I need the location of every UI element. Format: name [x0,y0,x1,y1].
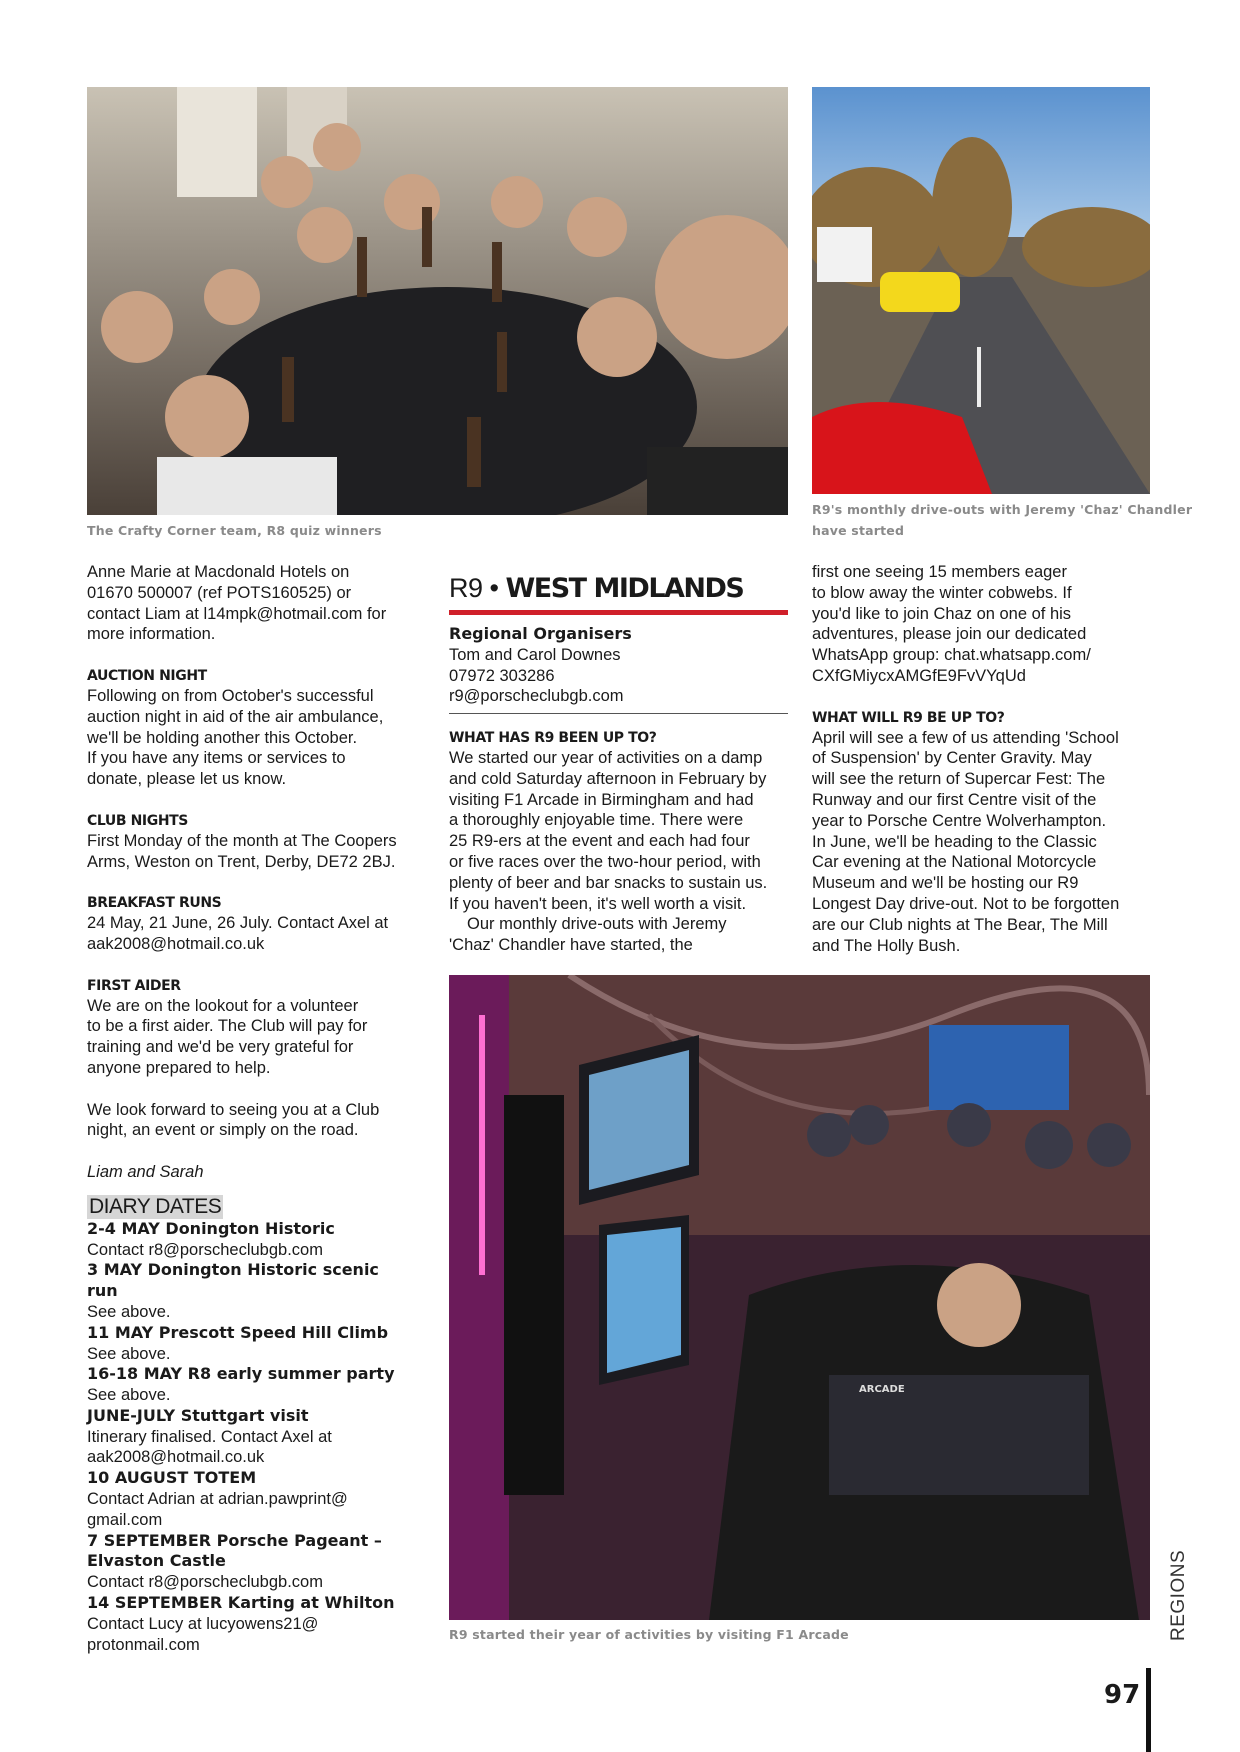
regions-side-label: REGIONS [1168,1549,1189,1641]
diary-event: 2-4 MAY Donington Historic [87,1218,335,1238]
intro-line: more information. [87,625,216,644]
diary-event: 7 SEPTEMBER Porsche Pageant – [87,1530,382,1550]
organisers-label: Regional Organisers [449,624,632,643]
diary-detail: Contact Adrian at adrian.pawprint@ [87,1490,348,1509]
whatwill-line: will see the return of Supercar Fest: The [812,770,1106,789]
quiz-team-photo [87,87,788,515]
whatwill-line: Museum and we'll be hosting our R9 [812,874,1079,893]
diary-detail: Contact Lucy at lucyowens21@ [87,1614,319,1633]
aider-line: to be a first aider. The Club will pay for [87,1017,368,1036]
right-cont-line: CXfGMiycxAMGfE9FvVYqUd [812,666,1026,685]
intro-line: 01670 500007 (ref POTS160525) or [87,583,352,602]
whatwill-line: are our Club nights at The Bear, The Mill [812,915,1108,934]
aider-line: training and we'd be very grateful for [87,1038,354,1057]
section-bullet: • [489,573,499,603]
whathas-line: We started our year of activities on a damp [449,749,763,767]
road-porsche-icon [812,87,1150,494]
page-number: 97 [1104,1680,1141,1710]
organisers-phone: 07972 303286 [449,666,555,685]
diary-detail: See above. [87,1302,171,1321]
auction-line: Following on from October's successful [87,686,374,705]
diary-detail: See above. [87,1344,171,1363]
f1-arcade-photo [449,975,1150,1620]
right-cont-line: you'd like to join Chaz on one of his [812,604,1072,623]
whatwill-line: Runway and our first Centre visit of the [812,790,1097,809]
whatwill-line: Car evening at the National Motorcycle [812,853,1097,872]
whathas-line: plenty of beer and bar snacks to sustain us. [449,873,768,892]
group-selfie-icon [87,87,788,515]
whatwill-line: and The Holly Bush. [812,936,961,955]
right-column [812,562,1157,956]
drive-photo-caption-line2: have started [812,523,905,538]
diary-event: 14 SEPTEMBER Karting at Whilton [87,1593,395,1613]
what-will-heading: WHAT WILL R9 BE UP TO? [812,709,1005,726]
whathas-line: 25 R9-ers at the event and each had four [449,832,750,851]
diary-list [87,1219,407,1656]
diary-dates-title: DIARY DATES [89,1194,222,1218]
section-name: WEST MIDLANDS [505,573,744,604]
breakfast-line: aak2008@hotmail.co.uk [87,934,265,953]
right-cont-line: WhatsApp group: chat.whatsapp.com/ [812,646,1091,665]
closing-line: night, an event or simply on the road. [87,1121,359,1140]
right-cont-line: first one seeing 15 members eager [812,563,1067,581]
aider-line: anyone prepared to help. [87,1058,271,1077]
arcade-sign-text: ARCADE [859,1384,905,1395]
aider-line: We are on the lookout for a volunteer [87,996,359,1015]
whatwill-line: of Suspension' by Center Gravity. May [812,749,1092,768]
arcade-photo-caption: R9 started their year of activities by visiting F1 Arcade [449,1627,849,1642]
diary-event: 3 MAY Donington Historic scenic run [87,1260,379,1301]
middle-column-body [449,728,794,956]
auction-line: we'll be holding another this October. [87,728,358,747]
section-code: R9 [449,573,483,603]
auction-line: auction night in aid of the air ambulance, [87,707,384,726]
first-aider-heading: FIRST AIDER [87,977,181,994]
closing-line: We look forward to seeing you at a Club [87,1100,380,1119]
diary-detail: Itinerary finalised. Contact Axel at [87,1427,332,1446]
diary-event: 16-18 MAY R8 early summer party [87,1364,395,1384]
diary-detail: Contact r8@porscheclubgb.com [87,1240,323,1259]
signoff: Liam and Sarah [87,1162,204,1181]
auction-line: If you have any items or services to [87,749,346,768]
right-cont-line: to blow away the winter cobwebs. If [812,583,1072,602]
left-column [87,562,407,1655]
organisers-email: r9@porscheclubgb.com [449,687,624,706]
organisers-names: Tom and Carol Downes [449,645,621,664]
diary-detail: Contact r8@porscheclubgb.com [87,1573,323,1592]
organisers-divider [449,713,788,714]
whathas-line: and cold Saturday afternoon in February by [449,769,767,788]
diary-event: 10 AUGUST TOTEM [87,1468,257,1488]
auction-heading: AUCTION NIGHT [87,667,207,684]
diary-detail: protonmail.com [87,1635,200,1654]
whatwill-line: year to Porsche Centre Wolverhampton. [812,811,1107,830]
page-number-bar [1146,1668,1151,1752]
quiz-photo-caption: The Crafty Corner team, R8 quiz winners [87,523,382,538]
breakfast-line: 24 May, 21 June, 26 July. Contact Axel at [87,914,389,933]
diary-event-cont: Elvaston Castle [87,1551,226,1571]
drive-out-photo [812,87,1150,494]
whatwill-line: April will see a few of us attending 'School [812,728,1119,747]
middle-column [449,624,794,707]
section-red-bar [449,610,788,615]
whatwill-line: In June, we'll be heading to the Classic [812,832,1097,851]
whathas-line: a thoroughly enjoyable time. There were [449,811,744,830]
whathas-line: If you haven't been, it's well worth a visit. [449,894,747,913]
auction-line: donate, please let us know. [87,770,287,789]
whathas-line: visiting F1 Arcade in Birmingham and had [449,790,754,809]
club-line: Arms, Weston on Trent, Derby, DE72 2BJ. [87,852,396,871]
right-cont-line: adventures, please join our dedicated [812,625,1087,644]
club-line: First Monday of the month at The Coopers [87,831,397,850]
intro-line: Anne Marie at Macdonald Hotels on [87,563,350,581]
breakfast-heading: BREAKFAST RUNS [87,895,222,912]
diary-event: 11 MAY Prescott Speed Hill Climb [87,1322,389,1342]
diary-detail: gmail.com [87,1510,163,1529]
whathas-line: 'Chaz' Chandler have started, the [449,936,693,955]
whatwill-line: Longest Day drive-out. Not to be forgotten [812,894,1120,913]
diary-detail: See above. [87,1386,171,1405]
diary-event: JUNE-JULY Stuttgart visit [87,1405,309,1425]
what-has-heading: WHAT HAS R9 BEEN UP TO? [449,730,657,746]
diary-detail: aak2008@hotmail.co.uk [87,1448,265,1467]
intro-line: contact Liam at l14mpk@hotmail.com for [87,604,387,623]
whathas-line: or five races over the two-hour period, with [449,852,761,871]
drive-photo-caption-line1: R9's monthly drive-outs with Jeremy 'Chaz' Chandler [812,502,1193,517]
club-nights-heading: CLUB NIGHTS [87,812,188,829]
section-title [449,573,743,604]
f1-arcade-simulators-icon [449,975,1150,1620]
whathas-line: Our monthly drive-outs with Jeremy [467,915,727,934]
